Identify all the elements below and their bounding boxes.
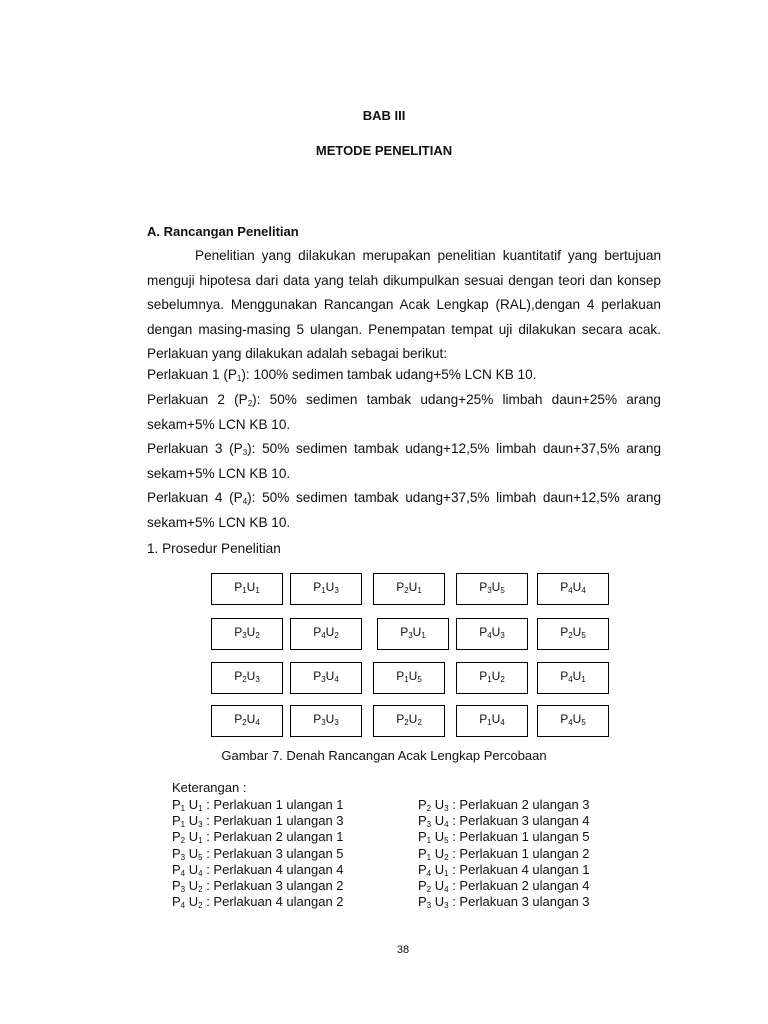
- treatment-line: Perlakuan 2 $(P_2)$: 50% sedimen tambak udang+25% limbah daun+25% arang: [147, 392, 661, 408]
- plot-cell: $P_3U_2$: [211, 618, 283, 650]
- chapter-title: METODE PENELITIAN: [315, 143, 453, 158]
- subscript: 4: [198, 868, 203, 878]
- legend-item: $P_4$ $U_1$ : Perlakuan 4 ulangan 1: [418, 861, 590, 878]
- subscript: 3: [426, 901, 432, 911]
- plot-cell: $P_4U_3$: [456, 618, 528, 650]
- procedure-heading: 1. Prosedur Penelitian: [147, 541, 281, 556]
- subscript: 3: [444, 901, 449, 911]
- subscript: 1: [198, 836, 203, 846]
- subscript: 5: [581, 718, 586, 727]
- treatment-line: Perlakuan 1 $(P_1)$: 100% sedimen tambak udang+5% LCN KB 10.: [147, 367, 537, 383]
- subscript: 3: [500, 631, 505, 640]
- subscript: 2: [242, 718, 247, 727]
- subscript: 1: [242, 586, 247, 595]
- subscript: 4: [426, 868, 432, 878]
- subscript: 3: [408, 631, 413, 640]
- legend-item: $P_4$ $U_2$ : Perlakuan 4 ulangan 2: [172, 894, 344, 911]
- subscript: 2: [404, 718, 409, 727]
- plot-cell: $P_2U_3$: [211, 662, 283, 694]
- intro-paragraph: Penelitian yang dilakukan merupakan penelitian kuantitatif yang bertujuan menguji hipotesa dari data yang telah dikumpulkan sesuai dengan teori dan konsep sebelumnya. Menggunakan Rancangan Acak Lengkap (RAL),dengan 4 perlakuan dengan masing-masing 5 ulangan. Penempatan tempat uji dilakukan secara acak. Perlakuan yang dilakukan adalah sebagai berikut:: [147, 248, 661, 362]
- subscript: 4: [444, 885, 449, 894]
- subscript: 2: [198, 885, 203, 894]
- subscript: 2: [247, 399, 253, 408]
- plot-cell: $P_3U_1$: [377, 618, 449, 650]
- subscript: 4: [500, 718, 505, 727]
- subscript: 3: [255, 675, 260, 684]
- chapter-heading: BAB III: [362, 108, 406, 123]
- subscript: 1: [426, 836, 432, 846]
- subscript: 1: [255, 586, 260, 595]
- subscript: 1: [487, 675, 492, 684]
- plot-cell: $P_1U_3$: [290, 573, 362, 605]
- treatment-line: Perlakuan 4 $(P_4)$: 50% sedimen tambak udang+37,5% limbah daun+12,5% arang: [147, 490, 662, 506]
- subscript: 2: [568, 631, 573, 640]
- figure-caption: Gambar 7. Denah Rancangan Acak Lengkap Percobaan: [221, 748, 547, 763]
- subscript: 4: [242, 497, 248, 506]
- plot-cell: $P_1U_4$: [456, 705, 528, 737]
- subscript: 5: [417, 675, 422, 684]
- subscript: 4: [180, 868, 186, 878]
- subscript: 4: [581, 586, 586, 595]
- plot-cell: $P_4U_1$: [537, 662, 609, 694]
- page-number: 38: [396, 944, 410, 956]
- subscript: 3: [444, 804, 449, 813]
- section-heading: A. Rancangan Penelitian: [147, 224, 299, 239]
- plot-cell: $P_4U_5$: [537, 705, 609, 737]
- subscript: 4: [444, 820, 449, 830]
- legend-item: $P_2$ $U_1$ : Perlakuan 2 ulangan 1: [172, 829, 344, 846]
- legend-item: $P_2$ $U_4$ : Perlakuan 2 ulangan 4: [418, 878, 590, 894]
- subscript: 1: [404, 675, 409, 684]
- subscript: 4: [487, 631, 492, 640]
- legend-item: $P_3$ $U_3$ : Perlakuan 3 ulangan 3: [418, 894, 590, 911]
- subscript: 3: [426, 820, 432, 830]
- treatment-continuation: sekam+5% LCN KB 10.: [147, 417, 291, 432]
- subscript: 5: [581, 631, 586, 640]
- subscript: 1: [581, 675, 586, 684]
- plot-cell: $P_2U_2$: [373, 705, 445, 737]
- subscript: 3: [487, 586, 492, 595]
- subscript: 1: [321, 586, 326, 595]
- plot-cell: $P_2U_4$: [211, 705, 283, 737]
- subscript: 4: [180, 901, 186, 911]
- subscript: 4: [255, 718, 260, 727]
- subscript: 1: [444, 868, 449, 878]
- subscript: 2: [334, 631, 339, 640]
- subscript: 3: [321, 675, 326, 684]
- subscript: 1: [180, 804, 186, 813]
- legend-item: $P_3$ $U_4$ : Perlakuan 3 ulangan 4: [418, 813, 590, 830]
- treatment-line: Perlakuan 3 $(P_3)$: 50% sedimen tambak udang+12,5% limbah daun+37,5% arang: [147, 441, 662, 457]
- legend-item: $P_1$ $U_2$ : Perlakuan 1 ulangan 2: [418, 845, 590, 862]
- subscript: 2: [426, 885, 432, 894]
- plot-cell: $P_1U_2$: [456, 662, 528, 694]
- subscript: 3: [334, 586, 339, 595]
- treatment-continuation: sekam+5% LCN KB 10.: [147, 515, 291, 530]
- subscript: 1: [417, 586, 422, 595]
- subscript: 3: [242, 631, 247, 640]
- legend-item: $P_3$ $U_5$ : Perlakuan 3 ulangan 5: [172, 845, 344, 862]
- subscript: 3: [321, 718, 326, 727]
- subscript: 2: [255, 631, 260, 640]
- subscript: 1: [426, 852, 432, 862]
- plot-cell: $P_3U_4$: [290, 662, 362, 694]
- subscript: 3: [180, 885, 186, 894]
- subscript: 3: [180, 852, 186, 862]
- legend-item: $P_3$ $U_2$ : Perlakuan 3 ulangan 2: [172, 878, 344, 894]
- subscript: 5: [500, 586, 505, 595]
- subscript: 4: [321, 631, 326, 640]
- subscript: 1: [180, 820, 186, 830]
- subscript: 2: [417, 718, 422, 727]
- legend-item: $P_4$ $U_4$ : Perlakuan 4 ulangan 4: [172, 861, 344, 878]
- subscript: 5: [444, 836, 449, 846]
- subscript: 2: [444, 852, 449, 862]
- subscript: 3: [198, 820, 203, 830]
- legend-item: $P_1$ $U_1$ : Perlakuan 1 ulangan 1: [172, 797, 344, 813]
- legend-title: Keterangan :: [172, 780, 247, 795]
- subscript: 2: [242, 675, 247, 684]
- subscript: 2: [500, 675, 505, 684]
- subscript: 1: [198, 804, 203, 813]
- subscript: 2: [426, 804, 432, 813]
- subscript: 2: [198, 901, 203, 911]
- subscript: 1: [236, 374, 242, 383]
- subscript: 2: [180, 836, 186, 846]
- subscript: 4: [568, 718, 573, 727]
- subscript: 3: [334, 718, 339, 727]
- subscript: 4: [568, 675, 573, 684]
- subscript: 3: [242, 448, 248, 457]
- subscript: 4: [334, 675, 339, 684]
- plot-cell: $P_4U_2$: [290, 618, 362, 650]
- plot-cell: $P_4U_4$: [537, 573, 609, 605]
- legend-item: $P_2$ $U_3$ : Perlakuan 2 ulangan 3: [418, 797, 590, 813]
- plot-cell: $P_3U_3$: [290, 705, 362, 737]
- subscript: 1: [421, 631, 426, 640]
- subscript: 1: [487, 718, 492, 727]
- plot-cell: $P_2U_5$: [537, 618, 609, 650]
- plot-cell: $P_1U_1$: [211, 573, 283, 605]
- plot-cell: $P_2U_1$: [373, 573, 445, 605]
- subscript: 4: [568, 586, 573, 595]
- plot-cell: $P_3U_5$: [456, 573, 528, 605]
- legend-item: $P_1$ $U_3$ : Perlakuan 1 ulangan 3: [172, 813, 344, 830]
- treatment-continuation: sekam+5% LCN KB 10.: [147, 466, 291, 481]
- legend-item: $P_1$ $U_5$ : Perlakuan 1 ulangan 5: [418, 829, 590, 846]
- plot-cell: $P_1U_5$: [373, 662, 445, 694]
- subscript: 2: [404, 586, 409, 595]
- subscript: 5: [198, 852, 203, 862]
